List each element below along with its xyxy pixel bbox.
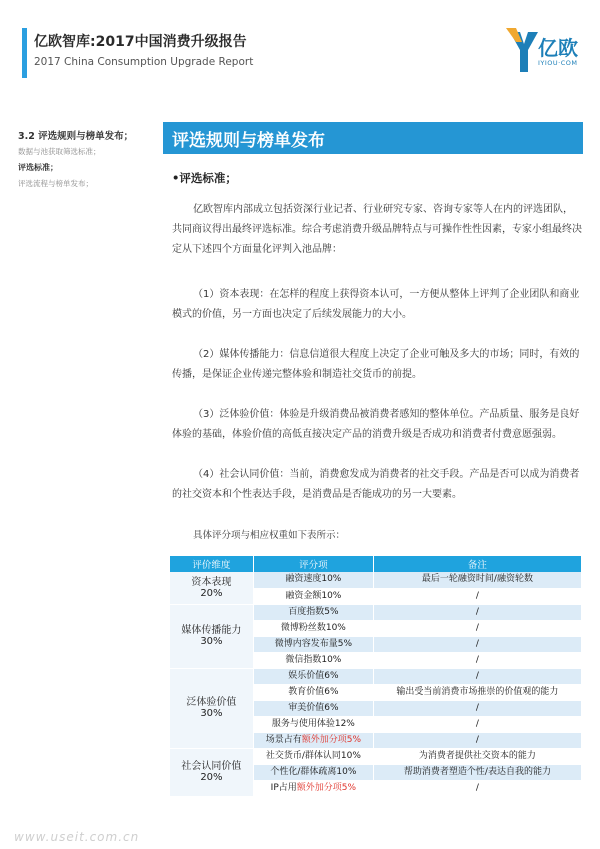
note-cell: / [373, 716, 581, 732]
item-cell [253, 732, 373, 748]
watermark: www.useit.com.cn [14, 830, 140, 844]
item-cell: 社交货币/群体认同10% [253, 748, 373, 764]
section-title: 评选规则与榜单发布 [172, 131, 325, 151]
paragraph-intro: 亿欧智库内部成立包括资深行业记者、行业研究专家、咨询专家等人在内的评选团队，共同商议得出最终评选标准。综合考虑消费升级品牌特点与可操作性性因素，专家小组最终决定从下述四个方面量化评判入池品牌： [172, 204, 582, 255]
dimension-weight: 20% [200, 587, 223, 599]
note-cell: / [373, 604, 581, 620]
bonus-label: 额外加分项5% [301, 734, 361, 745]
bonus-label: 额外加分项5% [296, 782, 357, 793]
table-row [170, 668, 582, 684]
note-cell: / [373, 636, 581, 652]
sidebar-toc [18, 128, 158, 189]
item-cell: 微信指数10% [253, 652, 373, 668]
note-cell: / [373, 700, 581, 716]
dimension-cell [170, 572, 253, 604]
note-cell: / [373, 732, 581, 748]
item-cell: 融资速度10% [253, 572, 373, 588]
col-header-dimension: 评价维度 [170, 556, 253, 572]
report-title: 亿欧智库:2017中国消费升级报告 [34, 34, 247, 50]
logo-wordmark: 亿欧 [538, 36, 578, 60]
paragraph-social: （4）社会认同价值：当前，消费愈发成为消费者的社交手段。产品是否可以成为消费者的社交资本和个性表达手段，是消费品是否能成功的另一大要素。 [172, 469, 580, 500]
col-header-note: 备注 [373, 556, 581, 572]
toc-item-criteria[interactable]: 评选标准； [18, 163, 58, 172]
table-row [170, 604, 582, 620]
note-cell: / [373, 588, 581, 604]
note-cell: / [373, 620, 581, 636]
dimension-name: 资本表现 [191, 576, 232, 588]
note-cell: 输出受当前消费市场推崇的价值观的能力 [373, 684, 581, 700]
note-cell: / [373, 668, 581, 684]
item-cell: 教育价值6% [253, 684, 373, 700]
paragraph-experience: （3）泛体验价值：体验是升级消费品被消费者感知的整体单位。产品质量、服务是良好体验的基础，体验价值的高低直接决定产品的消费升级是否成功和消费者付费意愿强弱。 [172, 409, 580, 440]
item-cell: 微博粉丝数10% [253, 620, 373, 636]
table-row [170, 748, 582, 764]
item-cell: 个性化/群体疏离10% [253, 764, 373, 780]
dimension-weight: 30% [200, 636, 223, 647]
dimension-name: 社会认同价值 [181, 761, 242, 772]
paragraph-media: （2）媒体传播能力：信息信道很大程度上决定了企业可触及多大的市场；同时，有效的传播，是保证企业传递完整体验和制造社交货币的前提。 [172, 349, 580, 380]
item-cell: 融资金额10% [253, 588, 373, 604]
paragraph-capital: （1）资本表现：在怎样的程度上获得资本认可，一方便从整体上评判了企业团队和商业模式的价值，另一方面也决定了后续发展能力的大小。 [172, 289, 580, 320]
toc-section[interactable]: 3.2 评选规则与榜单发布； [18, 131, 134, 142]
note-cell: / [373, 652, 581, 668]
dimension-name: 泛体验价值 [186, 697, 237, 708]
item-cell: 百度指数5% [253, 604, 373, 620]
note-cell: / [373, 780, 581, 796]
logo-url: IYIOU·COM [538, 59, 578, 67]
item-text: IP占用 [270, 782, 297, 793]
item-text: 场景占有 [265, 734, 302, 745]
dimension-weight: 20% [200, 772, 223, 783]
table-header-row [170, 556, 582, 572]
toc-item-process[interactable]: 评选流程与榜单发布； [18, 179, 93, 188]
dimension-name: 媒体传播能力 [181, 625, 242, 636]
item-cell: 审美价值6% [253, 700, 373, 716]
dimension-cell [170, 748, 253, 796]
item-cell: 服务与使用体验12% [253, 716, 373, 732]
table-row [170, 572, 582, 588]
note-cell: 帮助消费者塑造个性/表达自我的能力 [373, 764, 581, 780]
item-cell [253, 780, 373, 796]
item-cell: 微博内容发布量5% [253, 636, 373, 652]
item-cell: 娱乐价值6% [253, 668, 373, 684]
note-cell: 最后一轮融资时间/融资轮数 [373, 572, 581, 588]
dimension-weight: 30% [200, 708, 223, 719]
header-accent-bar [22, 28, 27, 78]
dimension-cell [170, 604, 253, 668]
dimension-cell [170, 668, 253, 748]
col-header-item: 评分项 [253, 556, 373, 572]
report-subtitle: 2017 China Consumption Upgrade Report [34, 56, 254, 68]
note-cell: 为消费者提供社交资本的能力 [373, 748, 581, 764]
table-caption: 具体评分项与相应权重如下表所示： [193, 530, 346, 541]
subheading: •评选标准； [172, 171, 237, 185]
scoring-table [170, 556, 582, 797]
toc-item-data-pool[interactable]: 数据与池获取筛选标准； [18, 147, 101, 156]
